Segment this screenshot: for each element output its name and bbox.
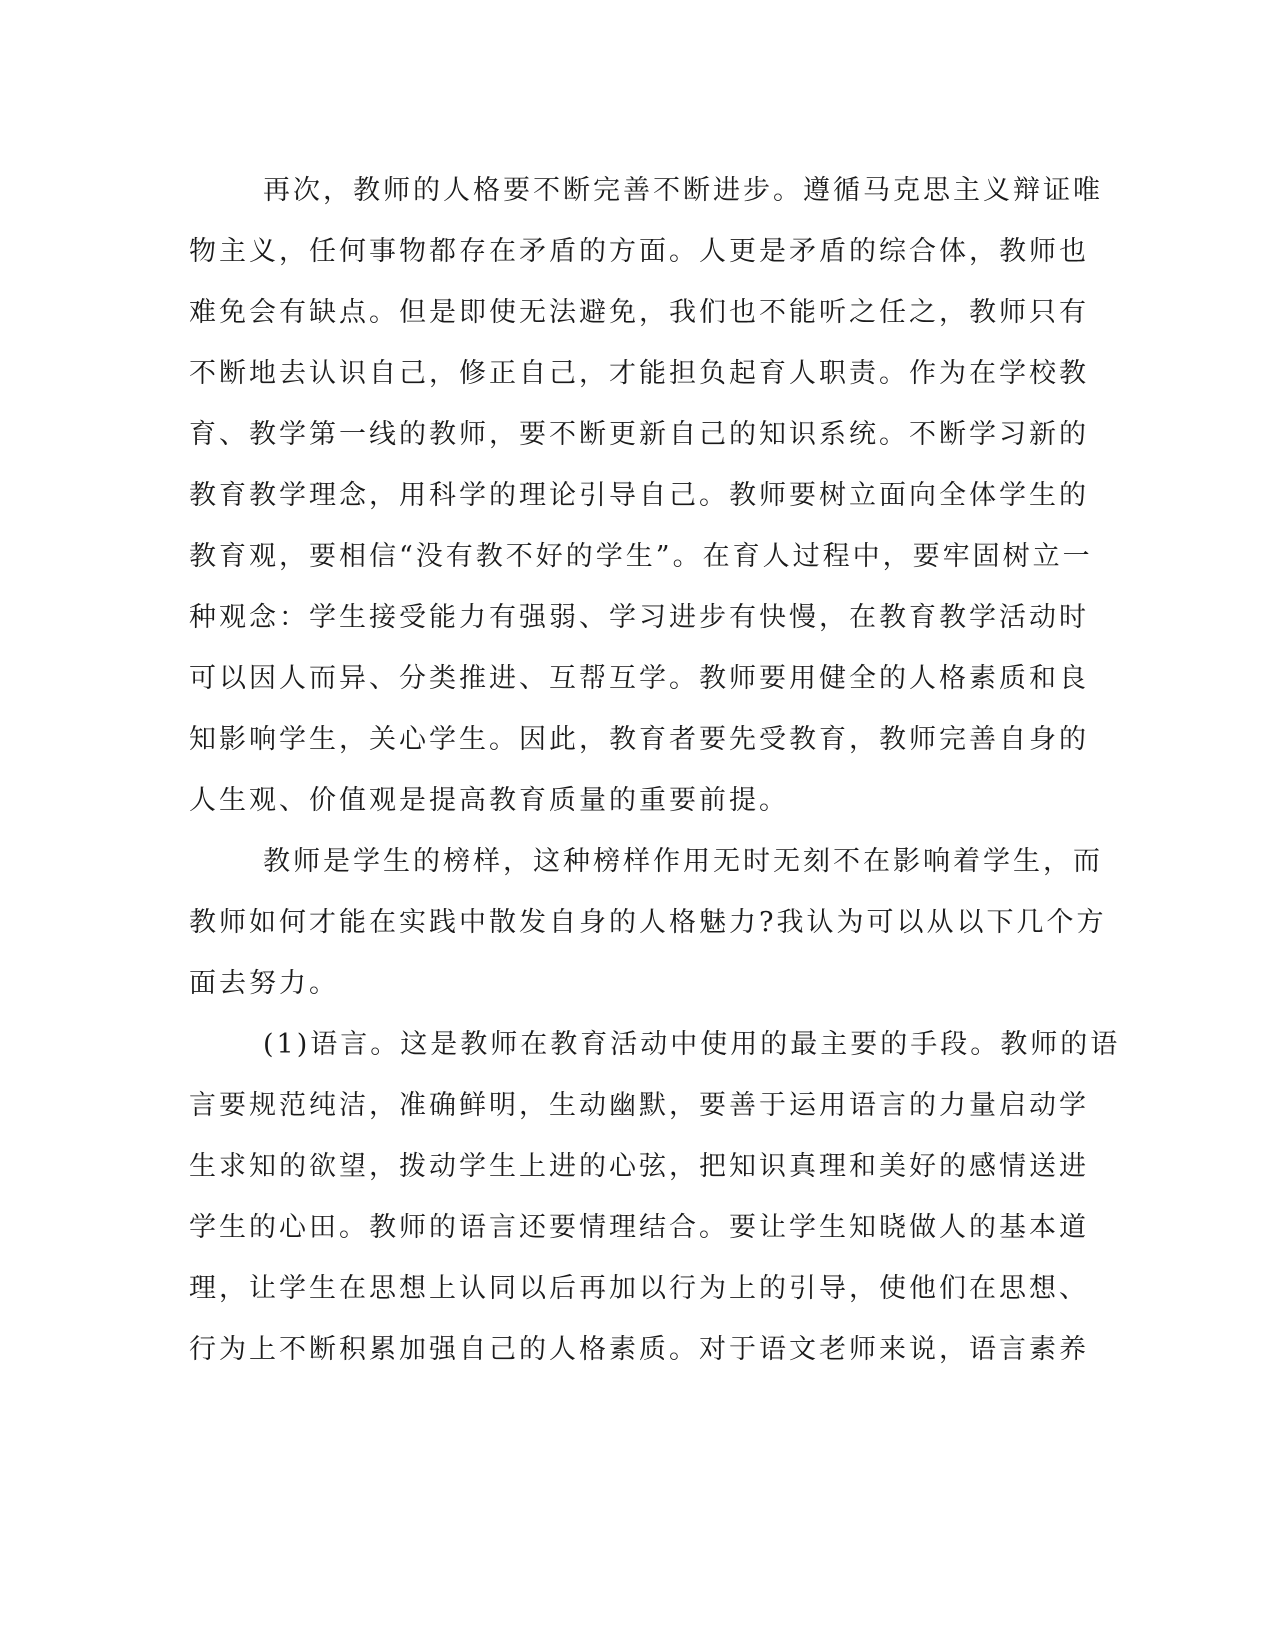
text-line: 种观念：学生接受能力有强弱、学习进步有快慢，在教育教学活动时 [189, 602, 1089, 633]
text-line: 可以因人而异、分类推进、互帮互学。教师要用健全的人格素质和良 [189, 663, 1089, 694]
text-line: 生求知的欲望，拨动学生上进的心弦，把知识真理和美好的感情送进 [189, 1151, 1089, 1182]
text-line: 不断地去认识自己，修正自己，才能担负起育人职责。作为在学校教 [189, 358, 1089, 389]
document-body [189, 160, 1121, 1380]
text-line: 学生的心田。教师的语言还要情理结合。要让学生知晓做人的基本道 [189, 1212, 1089, 1243]
text-line: 教育观，要相信“没有教不好的学生”。在育人过程中，要牢固树立一 [189, 541, 1093, 572]
text-line: 育、教学第一线的教师，要不断更新自己的知识系统。不断学习新的 [189, 419, 1089, 450]
text-line: 教育教学理念，用科学的理论引导自己。教师要树立面向全体学生的 [189, 480, 1089, 511]
text-line: (1)语言。这是教师在教育活动中使用的最主要的手段。教师的语 [263, 1029, 1121, 1060]
text-line: 言要规范纯洁，准确鲜明，生动幽默，要善于运用语言的力量启动学 [189, 1090, 1089, 1121]
text-line: 理，让学生在思想上认同以后再加以行为上的引导，使他们在思想、 [189, 1273, 1089, 1304]
text-line: 行为上不断积累加强自己的人格素质。对于语文老师来说，语言素养 [189, 1334, 1089, 1365]
text-line: 人生观、价值观是提高教育质量的重要前提。 [189, 785, 789, 816]
text-line: 教师是学生的榜样，这种榜样作用无时无刻不在影响着学生，而 [263, 846, 1103, 877]
text-line: 再次，教师的人格要不断完善不断进步。遵循马克思主义辩证唯 [263, 175, 1103, 206]
text-line: 面去努力。 [189, 968, 339, 999]
text-line: 知影响学生，关心学生。因此，教育者要先受教育，教师完善自身的 [189, 724, 1089, 755]
paragraph-1 [189, 160, 1103, 831]
paragraph-3 [189, 1014, 1121, 1380]
paragraph-2 [189, 831, 1107, 1014]
text-line: 物主义，任何事物都存在矛盾的方面。人更是矛盾的综合体，教师也 [189, 236, 1089, 267]
text-line: 难免会有缺点。但是即使无法避免，我们也不能听之任之，教师只有 [189, 297, 1089, 328]
text-line: 教师如何才能在实践中散发自身的人格魅力?我认为可以从以下几个方 [189, 907, 1107, 938]
